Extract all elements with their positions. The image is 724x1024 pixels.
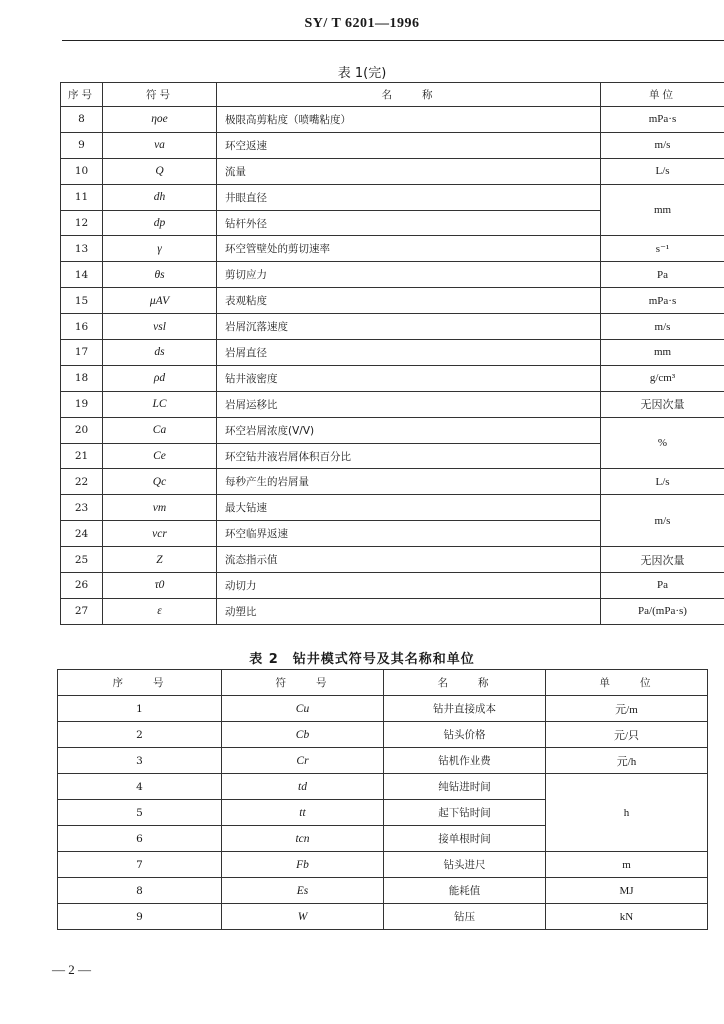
row-unit: MJ [546,878,708,904]
row-no: 1 [58,696,222,722]
row-symbol: vcr [103,521,217,547]
row-unit: mm [601,340,724,366]
row-symbol: vm [103,495,217,521]
row-no: 3 [58,748,222,774]
row-symbol: tcn [222,826,384,852]
row-name: 环空钻井液岩屑体积百分比 [217,443,601,469]
row-name: 钻井直接成本 [384,696,546,722]
row-unit: g/cm³ [601,365,724,391]
row-symbol: tt [222,800,384,826]
table-row [61,132,724,158]
row-name: 表观粘度 [217,288,601,314]
row-symbol: vsl [103,314,217,340]
table-row [61,314,724,340]
row-unit: mPa·s [601,288,724,314]
row-no: 12 [61,210,103,236]
row-name: 流量 [217,158,601,184]
row-symbol: Ca [103,417,217,443]
row-no: 14 [61,262,103,288]
table-row [58,904,708,930]
row-name: 起下钻时间 [384,800,546,826]
row-name: 环空临界返速 [217,521,601,547]
row-symbol: td [222,774,384,800]
row-unit: m/s [601,132,724,158]
row-symbol: ρd [103,365,217,391]
col-header-no: 序号 [61,83,103,107]
row-symbol: Es [222,878,384,904]
row-symbol: θs [103,262,217,288]
row-symbol: Cr [222,748,384,774]
row-no: 23 [61,495,103,521]
table-row [61,184,724,210]
row-symbol: dp [103,210,217,236]
row-name: 剪切应力 [217,262,601,288]
row-unit: 元/m [546,696,708,722]
row-symbol: va [103,132,217,158]
page-number: — 2 — [52,962,91,977]
row-no: 6 [58,826,222,852]
table2-header-row [58,670,708,696]
row-no: 22 [61,469,103,495]
row-symbol: Fb [222,852,384,878]
row-name: 环空管壁处的剪切速率 [217,236,601,262]
table-row [61,262,724,288]
row-no: 17 [61,340,103,366]
row-unit: s⁻¹ [601,236,724,262]
row-name: 钻杆外径 [217,210,601,236]
table-row [61,236,724,262]
row-no: 13 [61,236,103,262]
table-row [58,696,708,722]
row-unit: % [601,417,724,469]
table-row [61,495,724,521]
row-no: 8 [58,878,222,904]
row-name: 井眼直径 [217,184,601,210]
row-symbol: dh [103,184,217,210]
table1-header-row [61,83,724,107]
row-no: 9 [61,132,103,158]
row-name: 钻井液密度 [217,365,601,391]
row-symbol: ηoe [103,107,217,133]
table-row [58,722,708,748]
row-name: 钻头进尺 [384,852,546,878]
row-symbol: W [222,904,384,930]
row-symbol: μAV [103,288,217,314]
col-header-no: 序 号 [58,670,222,696]
row-no: 26 [61,573,103,599]
row-name: 钻机作业费 [384,748,546,774]
row-name: 纯钻进时间 [384,774,546,800]
row-no: 19 [61,391,103,417]
row-unit: h [546,774,708,852]
table-row [61,547,724,573]
row-unit: Pa [601,573,724,599]
row-no: 7 [58,852,222,878]
table-row [58,852,708,878]
table-row [61,288,724,314]
table1 [60,82,724,625]
row-name: 动塑比 [217,598,601,624]
row-no: 21 [61,443,103,469]
table-row [61,573,724,599]
row-name: 动切力 [217,573,601,599]
row-no: 15 [61,288,103,314]
row-name: 每秒产生的岩屑量 [217,469,601,495]
row-name: 最大钻速 [217,495,601,521]
row-name: 环空返速 [217,132,601,158]
row-unit: Pa [601,262,724,288]
row-no: 25 [61,547,103,573]
table-row [61,107,724,133]
row-symbol: γ [103,236,217,262]
table2 [57,669,708,930]
row-unit: L/s [601,158,724,184]
row-unit: 无因次量 [601,547,724,573]
row-symbol: τ0 [103,573,217,599]
row-symbol: LC [103,391,217,417]
table-row [61,158,724,184]
col-header-symbol: 符 号 [222,670,384,696]
row-no: 18 [61,365,103,391]
row-unit: L/s [601,469,724,495]
table2-caption: 表 2 钻井模式符号及其名称和单位 [249,652,475,667]
table-row [61,469,724,495]
row-no: 24 [61,521,103,547]
row-unit: 无因次量 [601,391,724,417]
row-name: 钻头价格 [384,722,546,748]
table-row [58,878,708,904]
row-no: 16 [61,314,103,340]
row-unit: m [546,852,708,878]
row-unit: mPa·s [601,107,724,133]
col-header-unit: 单 位 [546,670,708,696]
row-name: 钻压 [384,904,546,930]
col-header-name: 名 称 [217,83,601,107]
row-no: 11 [61,184,103,210]
row-no: 2 [58,722,222,748]
row-no: 10 [61,158,103,184]
row-name: 接单根时间 [384,826,546,852]
table-row [61,417,724,443]
row-symbol: ds [103,340,217,366]
row-unit: 元/h [546,748,708,774]
table-row [61,391,724,417]
row-unit: mm [601,184,724,236]
row-name: 岩屑运移比 [217,391,601,417]
col-header-symbol: 符号 [103,83,217,107]
row-unit: 元/只 [546,722,708,748]
row-name: 流态指示值 [217,547,601,573]
row-unit: Pa/(mPa·s) [601,598,724,624]
row-name: 能耗值 [384,878,546,904]
row-symbol: Q [103,158,217,184]
table-row [58,774,708,800]
table-row [61,340,724,366]
row-no: 27 [61,598,103,624]
col-header-name: 名 称 [384,670,546,696]
row-name: 环空岩屑浓度(V/V) [217,417,601,443]
table-row [58,748,708,774]
row-unit: m/s [601,495,724,547]
row-no: 9 [58,904,222,930]
standard-code: SY/ T 6201—1996 [304,16,420,31]
row-unit: m/s [601,314,724,340]
row-no: 5 [58,800,222,826]
row-symbol: Cu [222,696,384,722]
row-symbol: Ce [103,443,217,469]
row-no: 8 [61,107,103,133]
table-row [61,365,724,391]
table-row [61,598,724,624]
row-name: 极限高剪粘度（喷嘴粘度） [217,107,601,133]
row-symbol: ε [103,598,217,624]
row-symbol: Cb [222,722,384,748]
header-rule [62,40,724,41]
row-unit: kN [546,904,708,930]
table1-caption: 表 1(完) [337,66,387,81]
row-name: 岩屑沉落速度 [217,314,601,340]
col-header-unit: 单位 [601,83,724,107]
row-name: 岩屑直径 [217,340,601,366]
row-no: 4 [58,774,222,800]
row-symbol: Z [103,547,217,573]
row-symbol: Qc [103,469,217,495]
row-no: 20 [61,417,103,443]
